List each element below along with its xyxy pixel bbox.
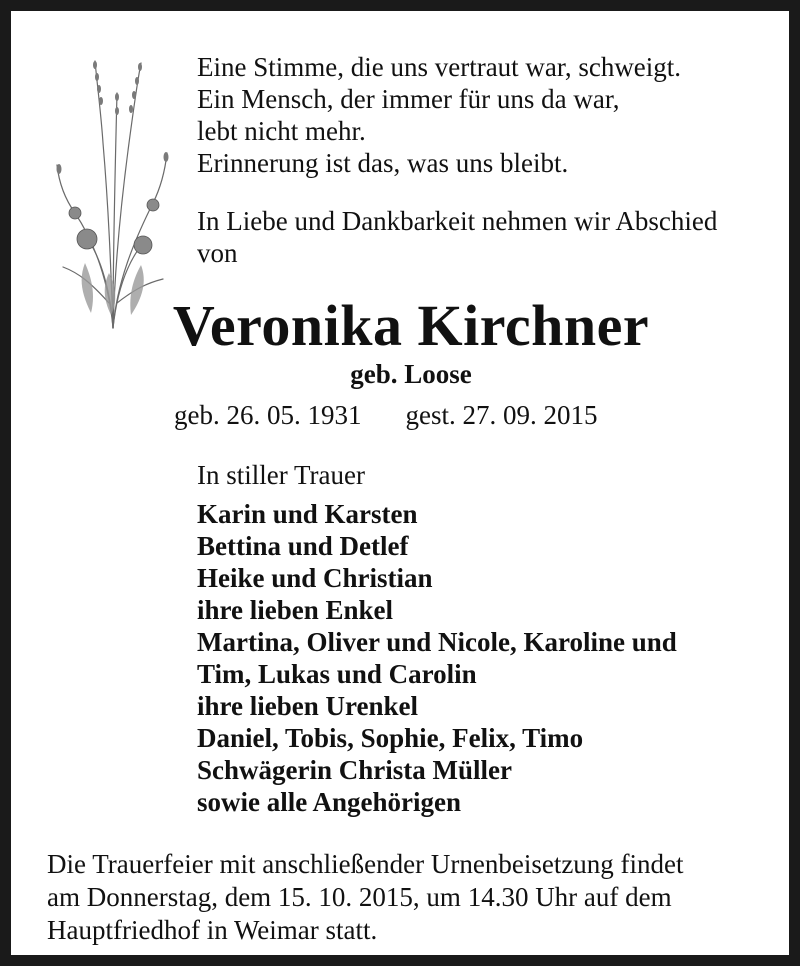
birth-date: geb. 26. 05. 1931 — [174, 400, 362, 430]
ceremony-line: am Donnerstag, dem 15. 10. 2015, um 14.30 Uhr auf dem — [47, 882, 672, 912]
life-dates — [174, 399, 597, 431]
mourner-line: Martina, Oliver und Nicole, Karoline und — [197, 627, 677, 657]
ceremony-line: Die Trauerfeier mit anschließender Urnenbeisetzung findet — [47, 849, 684, 879]
mourner-line: Daniel, Tobis, Sophie, Felix, Timo — [197, 723, 584, 753]
poem — [197, 51, 681, 179]
mourning-intro: In stiller Trauer — [197, 460, 365, 490]
farewell-line: von — [197, 238, 238, 268]
mourner-line: Heike und Christian — [197, 563, 433, 593]
death-date: gest. 27. 09. 2015 — [405, 400, 598, 430]
mourner-line: Bettina und Detlef — [197, 531, 409, 561]
mourner-line: Tim, Lukas und Carolin — [197, 659, 477, 689]
farewell-line: In Liebe und Dankbarkeit nehmen wir Abschied — [197, 206, 718, 236]
poem-line: Eine Stimme, die uns vertraut war, schweigt. — [197, 52, 682, 82]
mourner-line: ihre lieben Enkel — [197, 595, 394, 625]
grass-bouquet-icon — [51, 53, 171, 333]
mourners-list — [197, 498, 677, 818]
ceremony-info — [47, 848, 684, 947]
mourner-line: Karin und Karsten — [197, 499, 418, 529]
poem-line: Ein Mensch, der immer für uns da war, — [197, 84, 620, 114]
poem-line: Erinnerung ist das, was uns bleibt. — [197, 148, 569, 178]
mourner-line: ihre lieben Urenkel — [197, 691, 418, 721]
mourner-line: Schwägerin Christa Müller — [197, 755, 512, 785]
maiden-name: geb. Loose — [350, 359, 472, 389]
deceased-name: Veronika Kirchner — [172, 293, 650, 358]
poem-line: lebt nicht mehr. — [197, 116, 366, 146]
farewell-text — [197, 205, 717, 269]
ceremony-line: Hauptfriedhof in Weimar statt. — [47, 915, 378, 945]
mourner-line: sowie alle Angehörigen — [197, 787, 461, 817]
